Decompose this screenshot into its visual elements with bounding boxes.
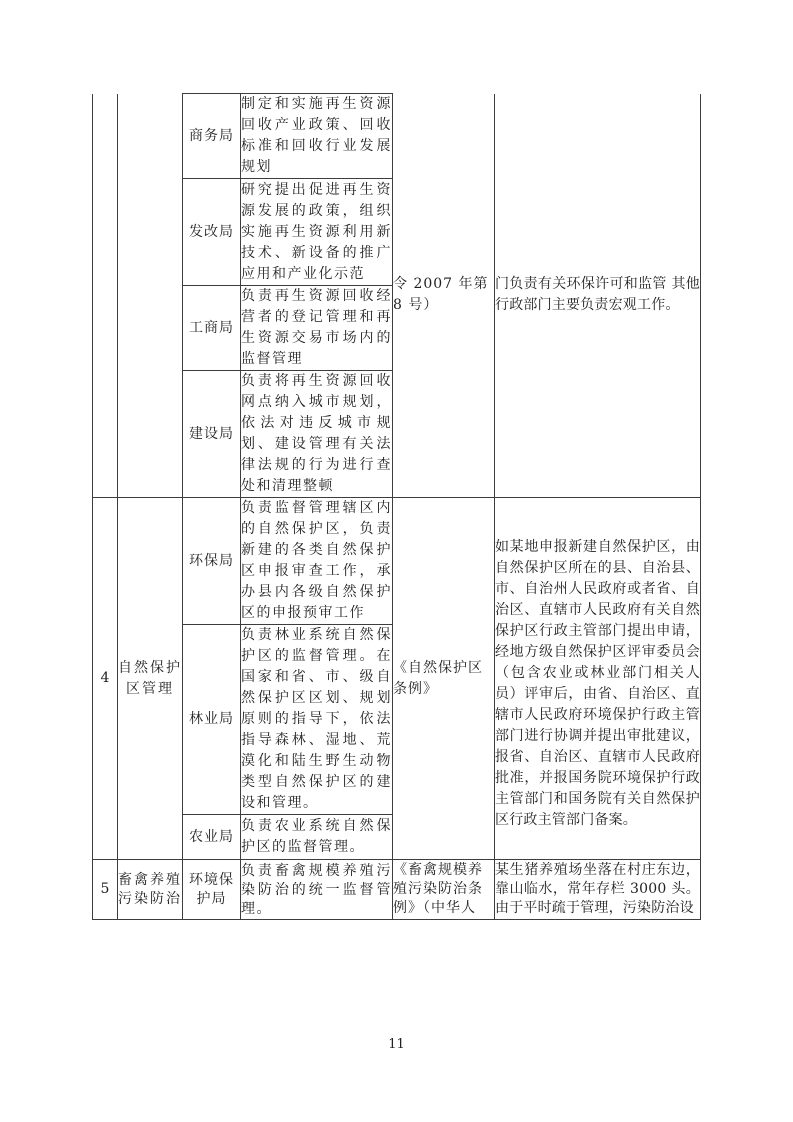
row-number-cell: 4	[93, 498, 118, 860]
duty-cell: 负责再生资源回收经营者的登记管理和再生资源交易市场内的监督管理	[241, 286, 393, 371]
category-cell: 畜禽养殖污染防治	[118, 860, 183, 920]
case-note-cell: 某生猪养殖场坐落在村庄东边，靠山临水，常年存栏 3000 头。由于平时疏于管理，污染防治设	[495, 860, 701, 920]
legal-basis-cell: 《畜禽规模养殖污染防治条例》（中华人	[393, 860, 495, 920]
row-number-cell: 5	[93, 860, 118, 920]
department-cell: 发改局	[183, 179, 241, 286]
case-note-cell: 如某地申报新建自然保护区，由自然保护区所在的县、自治县、市、自治州人民政府或者省、自治区、直辖市人民政府有关自然保护区行政主管部门提出申请，经地方级自然保护区评审委员会（包含农业或林业部门相关人员）评审后，由省、自治区、直辖市人民政府环境保护行政主管部门进行协调并提出审批建议，报省、自治区、直辖市人民政府批准，并报国务院环境保护行政主管部门和国务院有关自然保护区行政主管部门备案。	[495, 498, 701, 860]
row-number-cell	[93, 94, 118, 498]
duty-cell: 负责畜禽规模养殖污染防治的统一监督管理。	[241, 860, 393, 920]
table-row	[93, 498, 701, 625]
department-cell: 商务局	[183, 94, 241, 179]
category-cell	[118, 94, 183, 498]
department-cell: 农业局	[183, 815, 241, 860]
category-cell: 自然保护区管理	[118, 498, 183, 860]
department-cell: 环境保护局	[183, 860, 241, 920]
legal-basis-cell: 令 2007 年第 8 号）	[393, 94, 495, 498]
department-cell: 林业局	[183, 625, 241, 815]
responsibility-table	[92, 93, 701, 920]
duty-cell: 负责农业系统自然保护区的监督管理。	[241, 815, 393, 860]
case-note-cell: 门负责有关环保许可和监管 其他行政部门主要负责宏观工作。	[495, 94, 701, 498]
duty-cell: 负责将再生资源回收网点纳入城市规划，依法对违反城市规划、建设管理有关法律法规的行为进行查处和清理整顿	[241, 371, 393, 498]
department-cell: 工商局	[183, 286, 241, 371]
duty-cell: 负责监督管理辖区内的自然保护区，负责新建的各类自然保护区申报审查工作，承办县内各级自然保护区的申报预审工作	[241, 498, 393, 625]
table-row	[93, 860, 701, 920]
duty-cell: 制定和实施再生资源回收产业政策、回收标准和回收行业发展规划	[241, 94, 393, 179]
department-cell: 环保局	[183, 498, 241, 625]
page-number: 11	[388, 1037, 405, 1052]
department-cell: 建设局	[183, 371, 241, 498]
duty-cell: 研究提出促进再生资源发展的政策，组织实施再生资源利用新技术、新设备的推广应用和产业化示范	[241, 179, 393, 286]
duty-cell: 负责林业系统自然保护区的监督管理。在国家和省、市、级自然保护区区划、规划原则的指导下，依法指导森林、湿地、荒漠化和陆生野生动物类型自然保护区的建设和管理。	[241, 625, 393, 815]
table-row	[93, 94, 701, 179]
legal-basis-cell: 《自然保护区条例》	[393, 498, 495, 860]
